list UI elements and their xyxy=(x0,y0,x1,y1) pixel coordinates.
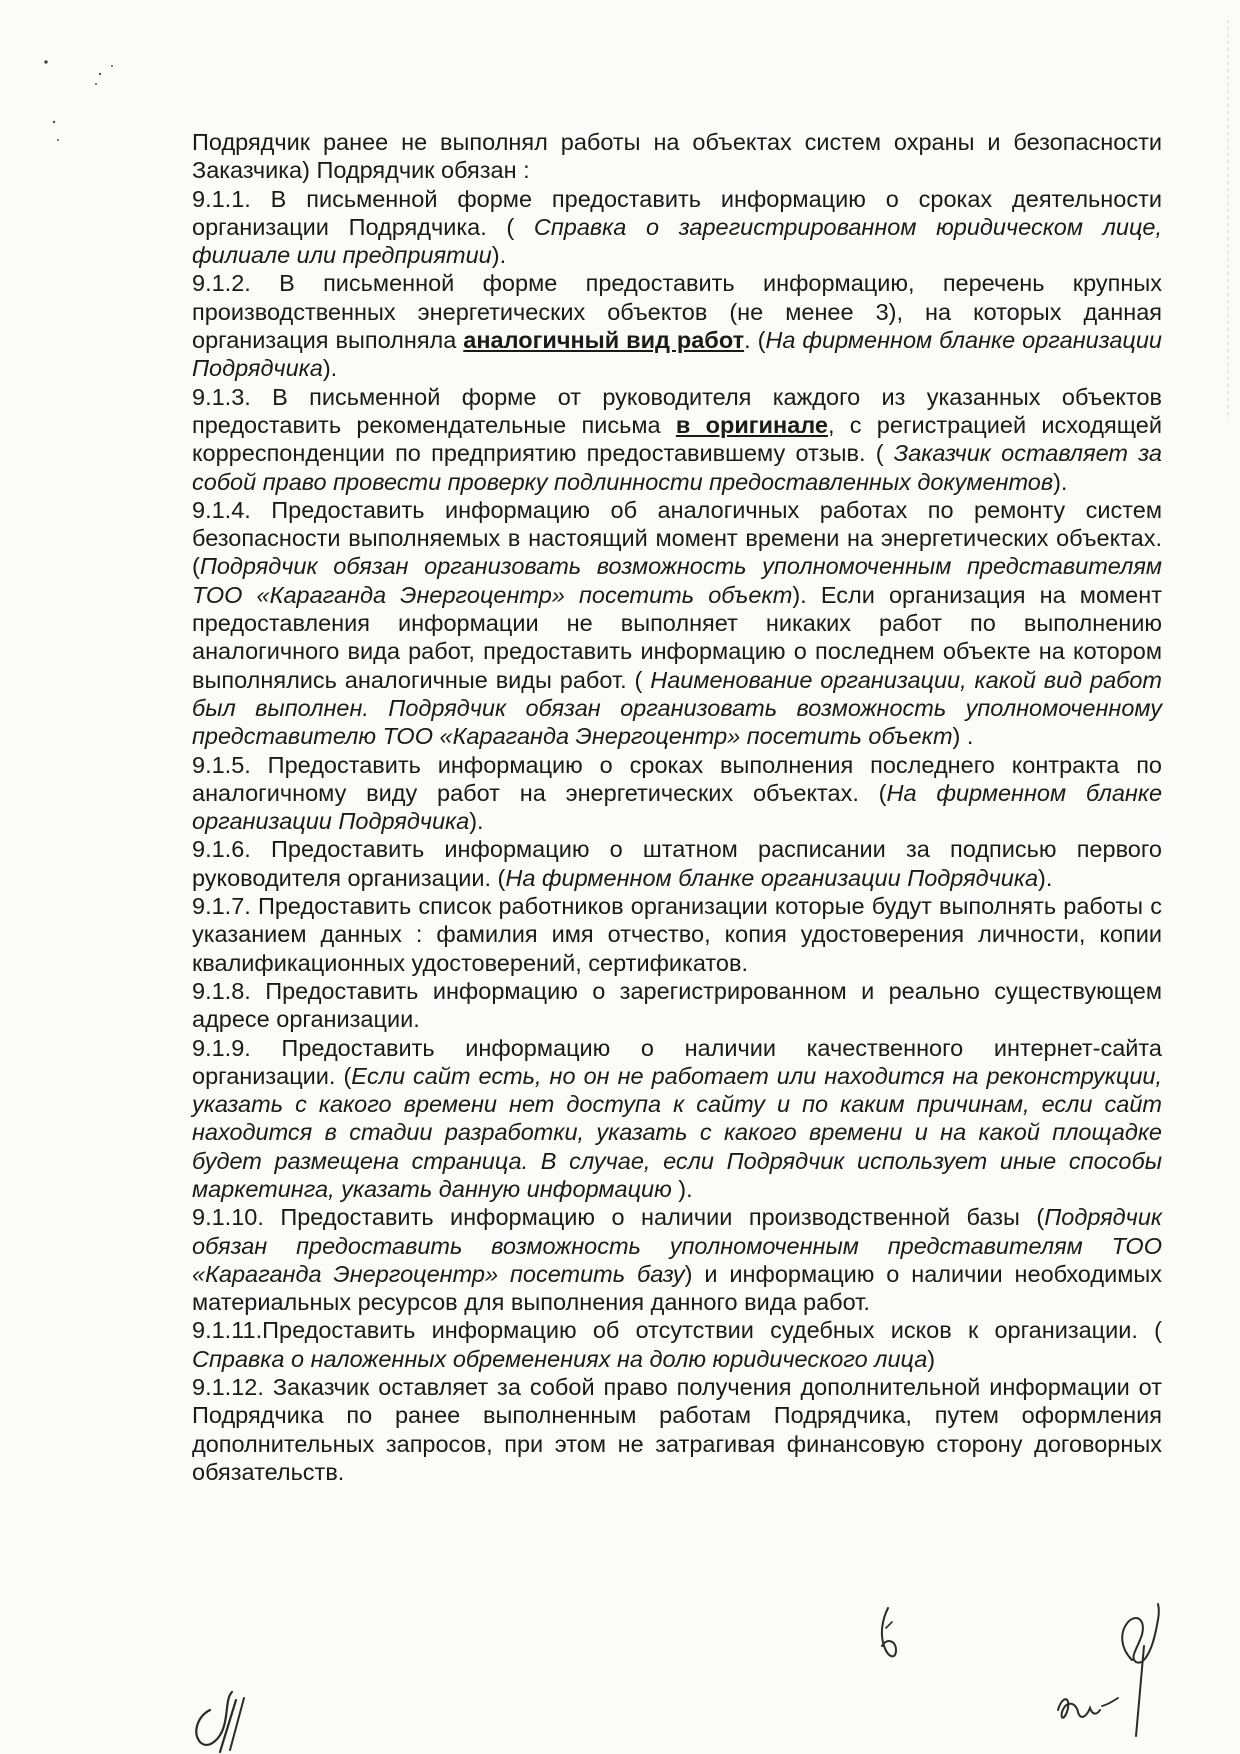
clause-tail: ). xyxy=(322,355,338,382)
clause-text: Предоставить информацию о сроках выполнения последнего контракта по аналогичному виду работ на энергетических объектах. ( xyxy=(192,751,1162,806)
clause-number: 9.1.1. xyxy=(192,185,251,212)
clause-number: 9.1.9. xyxy=(192,1034,251,1061)
clause-text: В письменной форме предоставить информацию о сроках деятельности организации Подрядчика. ( xyxy=(192,185,1162,240)
handwritten-initial-mark xyxy=(868,1600,908,1670)
clause-9-1-9 xyxy=(192,1034,1162,1204)
clause-9-1-8 xyxy=(192,977,1162,1034)
clause-tail: ) и информацию о наличии необходимых материальных ресурсов для выполнения данного вида работ. xyxy=(192,1260,1162,1316)
clause-number: 9.1.4. xyxy=(192,496,251,523)
clause-9-1-11 xyxy=(192,1316,1162,1373)
clause-9-1-4 xyxy=(192,496,1162,751)
scan-edge-line xyxy=(1226,20,1232,420)
clause-text: В письменной форме от руководителя каждого из указанных объектов предоставить рекомендательные письма xyxy=(192,383,1162,438)
clause-text: Предоставить информацию о зарегистрированном и реально существующем адресе организации. xyxy=(192,977,1162,1033)
clause-number: 9.1.12. xyxy=(192,1374,264,1401)
clause-9-1-2 xyxy=(192,269,1162,382)
clause-text: Предоставить список работников организации которые будут выполнять работы с указанием данных : фамилия имя отчество, копия удостоверения личности, копии квалификационных удостоверений, сертификатов. xyxy=(192,893,1162,976)
clause-number: 9.1.6. xyxy=(192,836,251,863)
clause-text: В письменной форме предоставить информацию, перечень крупных производственных энергетических объектов (не менее 3), на которых данная организация выполняла xyxy=(192,270,1162,354)
handwritten-signature-left xyxy=(180,1680,270,1754)
clause-9-1-1 xyxy=(192,185,1162,270)
clause-number: 9.1.2. xyxy=(192,270,251,297)
clause-text: Предоставить информацию об аналогичных работах по ремонту систем безопасности выполняемых в настоящий момент времени на энергетических объектах. ( xyxy=(192,496,1162,580)
clause-italic-note: Справка о зарегистрированном юридическом лице, филиале или предприятии xyxy=(192,213,1162,269)
clause-italic-note: Подрядчик обязан организовать возможность уполномоченным представителям ТОО «Караганда Энергоцентр» посетить объект xyxy=(192,553,1162,608)
clause-text: Заказчик оставляет за собой право получения дополнительной информации от Подрядчика по ранее выполненным работам Подрядчика, путем оформления дополнительных запросов, при этом не затрагивая финансовую сторону договорных обязательств. xyxy=(192,1374,1162,1485)
clause-9-1-5 xyxy=(192,751,1162,836)
clause-text: Предоставить информацию об отсутствии судебных исков к организации. ( xyxy=(262,1317,1162,1344)
clause-tail: ) . xyxy=(952,723,974,750)
clause-italic-note: На фирменном бланке организации Подрядчика xyxy=(505,864,1039,891)
clause-emphasis: аналогичный вид работ xyxy=(463,327,745,354)
clause-italic-note: Справка о наложенных обременениях на долю юридического лица xyxy=(192,1345,928,1372)
clause-number: 9.1.3. xyxy=(192,383,251,410)
clause-9-1-7 xyxy=(192,892,1162,977)
clause-tail: ). xyxy=(1053,468,1068,495)
clause-number: 9.1.5. xyxy=(192,751,251,778)
intro-paragraph: Подрядчик ранее не выполнял работы на объектах систем охраны и безопасности Заказчика) Подрядчик обязан : xyxy=(192,129,1162,184)
clause-9-1-10 xyxy=(192,1203,1162,1316)
clause-tail: ). xyxy=(1038,864,1053,891)
clause-italic-note: Подрядчик обязан предоставить возможность уполномоченным представителям ТОО «Караганда Энергоцентр» посетить базу xyxy=(192,1204,1162,1287)
clause-tail: ). xyxy=(469,808,484,835)
clause-middle: ). Если организация на момент предоставления информации не выполняет никаких работ по выполнению аналогичного вида работ, предоставить информацию о последнем объекте на котором выполнялись аналогичные виды работ. ( xyxy=(192,581,1162,693)
clause-9-1-12 xyxy=(192,1373,1162,1486)
clause-tail: ). xyxy=(671,1175,693,1202)
clause-italic-note: На фирменном бланке организации Подрядчика xyxy=(192,779,1163,835)
clause-number: 9.1.8. xyxy=(192,977,251,1004)
clause-text-after: , с регистрацией исходящей корреспонденции по предприятию предоставившему отзыв. ( xyxy=(192,411,1162,467)
clause-text: Предоставить информацию о наличии производственной базы ( xyxy=(263,1204,1045,1231)
clause-text: Предоставить информацию о наличии качественного интернет-сайта организации. ( xyxy=(192,1034,1162,1089)
clause-emphasis: в оригинале xyxy=(675,411,828,438)
clause-text-after: . ( xyxy=(744,327,766,354)
clause-tail: ) xyxy=(927,1345,936,1372)
clause-tail: ). xyxy=(491,242,507,269)
scan-specks xyxy=(0,0,140,160)
clause-italic-note: На фирменном бланке организации Подрядчика xyxy=(192,327,1163,382)
clause-italic-note: Заказчик оставляет за собой право провести проверку подлинности предоставленных документов xyxy=(192,440,1162,495)
clause-number: 9.1.11. xyxy=(192,1317,263,1344)
clause-number: 9.1.7. xyxy=(192,893,251,920)
clause-text: Предоставить информацию о штатном расписании за подписью первого руководителя организации. ( xyxy=(192,836,1162,891)
clause-9-1-6 xyxy=(192,835,1162,892)
clause-italic-note-2: Наименование организации, какой вид работ был выполнен. Подрядчик обязан организовать возможность уполномоченному представителю ТОО «Караганда Энергоцентр» посетить объект xyxy=(192,666,1163,750)
clause-italic-note: Если сайт есть, но он не работает или находится на реконструкции, указать с какого времени нет доступа к сайту и по каким причинам, если сайт находится в стадии разработки, указать с какого времени и на какой площадке будет размещена страница. В случае, если Подрядчик использует иные способы маркетинга, указать данную информацию xyxy=(192,1062,1162,1202)
clause-number: 9.1.10. xyxy=(192,1204,264,1231)
handwritten-signature-right xyxy=(1040,1600,1180,1740)
document-body xyxy=(192,128,1162,1486)
clause-9-1-3 xyxy=(192,383,1162,496)
